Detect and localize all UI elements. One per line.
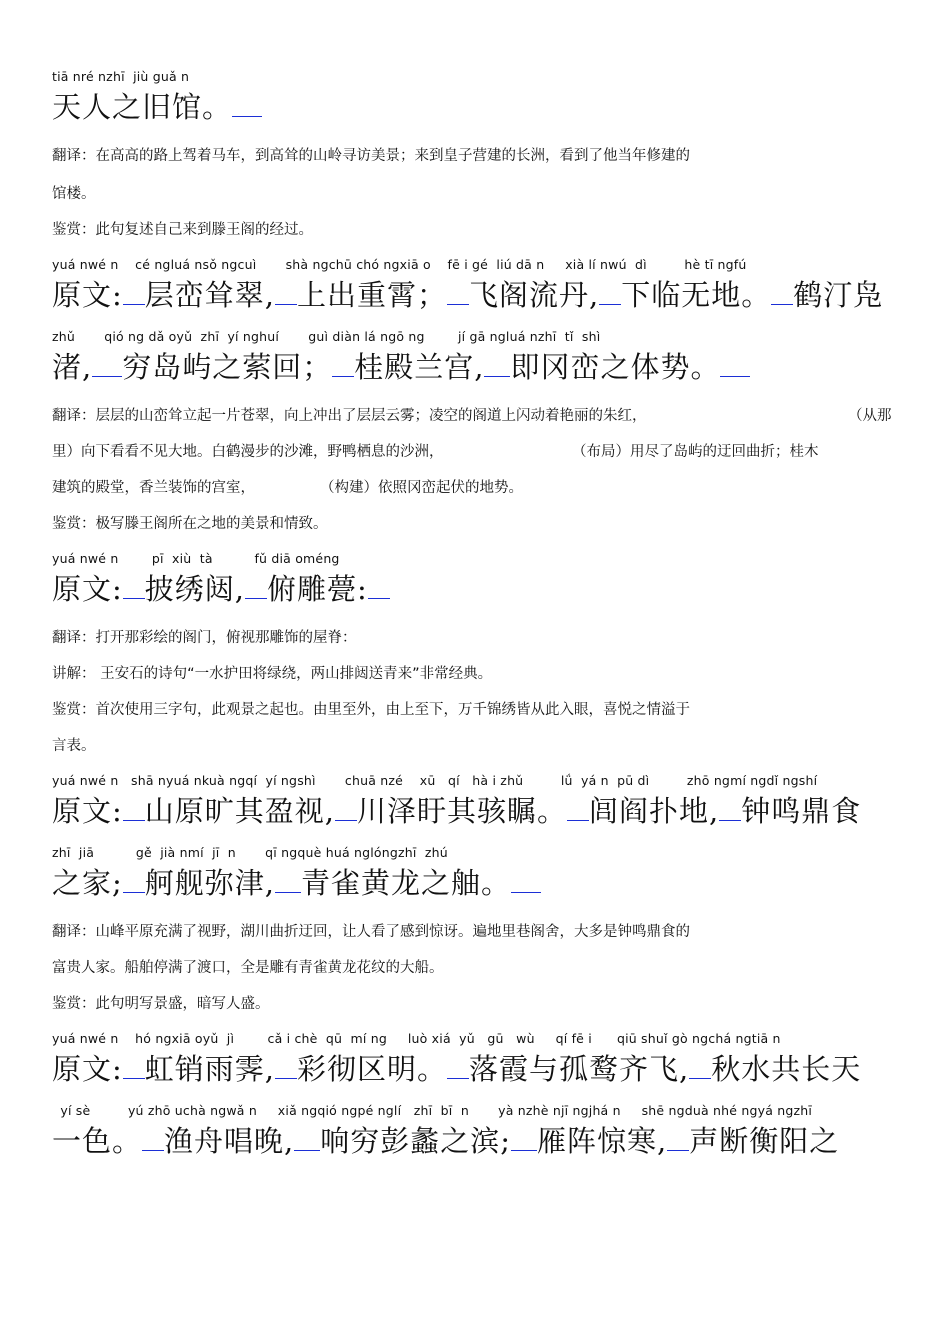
fill-blank <box>567 790 589 821</box>
appreciation-text: 鉴赏：此句复述自己来到滕王阁的经过。 <box>52 222 313 238</box>
fill-blank <box>332 346 354 377</box>
translation-text: 富贵人家。船舶停满了渡口，全是雕有青雀黄龙花纹的大船。 <box>52 960 444 976</box>
text-segment: 原文: <box>52 572 123 606</box>
pinyin-line: yuá nwé n shā nyuá nkuà ngqí yí ngshì chuā nzé xū qí hà i zhǔ lǘ yá n pū dì zhō ngmí ngdǐ ngshí <box>52 773 818 788</box>
fill-blank <box>123 274 145 305</box>
fill-blank <box>484 346 510 377</box>
pinyin-line: yuá nwé n hó ngxiā oyǔ jì cǎ i chè qū mí ng luò xiá yǔ gū wù qí fē i qiū shuǐ gò ngchá ngtiā n <box>52 1031 781 1046</box>
text-segment: 鹤汀凫 <box>793 278 884 312</box>
fill-blank <box>511 1120 537 1151</box>
fill-blank <box>667 1120 689 1151</box>
appreciation-text: 鉴赏：极写滕王阁所在之地的美景和情致。 <box>52 516 328 532</box>
pinyin-line: zhī jiā gě jià nmí jī n qī ngquè huá nglóngzhī zhú <box>52 845 448 860</box>
pinyin-line: yuá nwé n cé ngluá nsǒ ngcuì shà ngchū chó ngxiā o fē i gé liú dā n xià lí nwú dì hè tī ngfú <box>52 257 747 272</box>
fill-blank <box>275 274 297 305</box>
text-segment: 俯雕甍: <box>267 572 368 606</box>
classical-text-line <box>52 86 912 126</box>
translation-segment: （构建）依照冈峦起伏的地势。 <box>320 480 523 496</box>
text-segment: 穷岛屿之萦回； <box>122 350 333 384</box>
fill-blank <box>599 274 621 305</box>
pinyin-line: zhǔ qió ng dǎ oyǔ zhī yí nghuí guì diàn lá ngō ng jí gā ngluá nzhī tǐ shì <box>52 329 601 344</box>
text-segment: 雁阵惊寒, <box>537 1124 668 1158</box>
translation-segment: 里）向下看看不见大地。白鹤漫步的沙滩，野鸭栖息的沙洲， <box>52 444 444 460</box>
text-segment: 山原旷其盈视, <box>144 794 335 828</box>
text-segment: 一色。 <box>52 1124 143 1158</box>
text-segment: 舸舰弥津, <box>144 866 275 900</box>
document-page <box>52 68 912 1160</box>
text-segment: 原文: <box>52 1052 123 1086</box>
classical-text-line <box>52 346 912 386</box>
text-segment: 原文: <box>52 278 123 312</box>
translation-segment: （布局）用尽了岛屿的迂回曲折；桂木 <box>572 444 819 460</box>
classical-text-line <box>52 274 912 314</box>
classical-text-line <box>52 1048 912 1088</box>
fill-blank <box>123 790 145 821</box>
fill-blank <box>447 274 469 305</box>
explanation-text: 讲解： 王安石的诗句“一水护田将绿绕，两山排闼送青来”非常经典。 <box>52 666 493 682</box>
text-segment: 青雀黄龙之舳。 <box>301 866 512 900</box>
classical-text-line <box>52 862 912 902</box>
text-segment: 层峦耸翠, <box>144 278 275 312</box>
fill-blank <box>275 1048 297 1079</box>
text-segment: 披绣闼, <box>144 572 245 606</box>
fill-blank <box>720 346 750 377</box>
text-segment: 飞阁流丹, <box>469 278 600 312</box>
text-segment: 原文: <box>52 794 123 828</box>
fill-blank <box>245 568 267 599</box>
fill-blank <box>142 1120 164 1151</box>
fill-blank <box>275 862 301 893</box>
translation-text: 馆楼。 <box>52 186 96 202</box>
text-segment: 闾阎扑地, <box>589 794 720 828</box>
appreciation-text: 鉴赏：此句明写景盛，暗写人盛。 <box>52 996 270 1012</box>
translation-text <box>52 442 912 462</box>
text-segment: 响穷彭蠡之滨; <box>320 1124 512 1158</box>
fill-blank <box>294 1120 320 1151</box>
translation-segment: 建筑的殿堂，香兰装饰的宫室， <box>52 480 255 496</box>
appreciation-text: 鉴赏：首次使用三字句，此观景之起也。由里至外，由上至下，万千锦绣皆从此入眼，喜悦之情溢于 <box>52 702 690 718</box>
text-segment: 即冈峦之体势。 <box>510 350 721 384</box>
text-segment: 渔舟唱晚, <box>164 1124 295 1158</box>
fill-blank <box>511 862 541 893</box>
text-segment: 桂殿兰宫, <box>354 350 485 384</box>
fill-blank <box>335 790 357 821</box>
text-segment: 上出重霄； <box>297 278 448 312</box>
translation-text <box>52 478 912 498</box>
fill-blank <box>771 274 793 305</box>
text-segment: 渚, <box>52 350 93 384</box>
pinyin-line: yuá nwé n pī xiù tà fǔ diā oméng <box>52 551 340 566</box>
translation-text <box>52 406 912 426</box>
text-segment: 下临无地。 <box>621 278 772 312</box>
text-segment: 虹销雨霁, <box>144 1052 275 1086</box>
fill-blank <box>123 862 145 893</box>
fill-blank <box>232 86 262 117</box>
text-segment: 天人之旧馆。 <box>52 90 233 124</box>
translation-text: 翻译：山峰平原充满了视野，湖川曲折迂回，让人看了感到惊讶。遍地里巷阁舍，大多是钟鸣鼎食的 <box>52 924 690 940</box>
classical-text-line <box>52 568 912 608</box>
text-segment: 彩彻区明。 <box>297 1052 448 1086</box>
fill-blank <box>123 568 145 599</box>
fill-blank <box>92 346 122 377</box>
text-segment: 之家; <box>52 866 123 900</box>
fill-blank <box>368 568 390 599</box>
fill-blank <box>123 1048 145 1079</box>
translation-segment: 翻译：层层的山峦耸立起一片苍翠，向上冲出了层层云雾；凌空的阁道上闪动着艳丽的朱红， <box>52 408 647 424</box>
translation-text: 翻译：在高高的路上驾着马车，到高耸的山岭寻访美景；来到皇子营建的长洲，看到了他当年修建的 <box>52 148 690 164</box>
text-segment: 钟鸣鼎食 <box>741 794 862 828</box>
translation-text: 翻译：打开那彩绘的阁门，俯视那雕饰的屋脊： <box>52 630 357 646</box>
pinyin-line: tiā nré nzhī jiù guǎ n <box>52 69 190 84</box>
fill-blank <box>689 1048 711 1079</box>
text-segment: 落霞与孤鹜齐飞, <box>469 1052 690 1086</box>
classical-text-line <box>52 1120 912 1160</box>
pinyin-line: yí sè yú zhō uchà ngwǎ n xiǎ ngqió ngpé nglí zhī bī n yà nzhè njī ngjhá n shē ngduà nhé ngyá ngzhī <box>52 1103 813 1118</box>
text-segment: 秋水共长天 <box>711 1052 862 1086</box>
classical-text-line <box>52 790 912 830</box>
text-segment: 声断衡阳之 <box>689 1124 840 1158</box>
text-segment: 川泽盱其骇瞩。 <box>357 794 568 828</box>
appreciation-text: 言表。 <box>52 738 96 754</box>
fill-blank <box>447 1048 469 1079</box>
translation-segment: （从那 <box>848 408 892 424</box>
fill-blank <box>719 790 741 821</box>
